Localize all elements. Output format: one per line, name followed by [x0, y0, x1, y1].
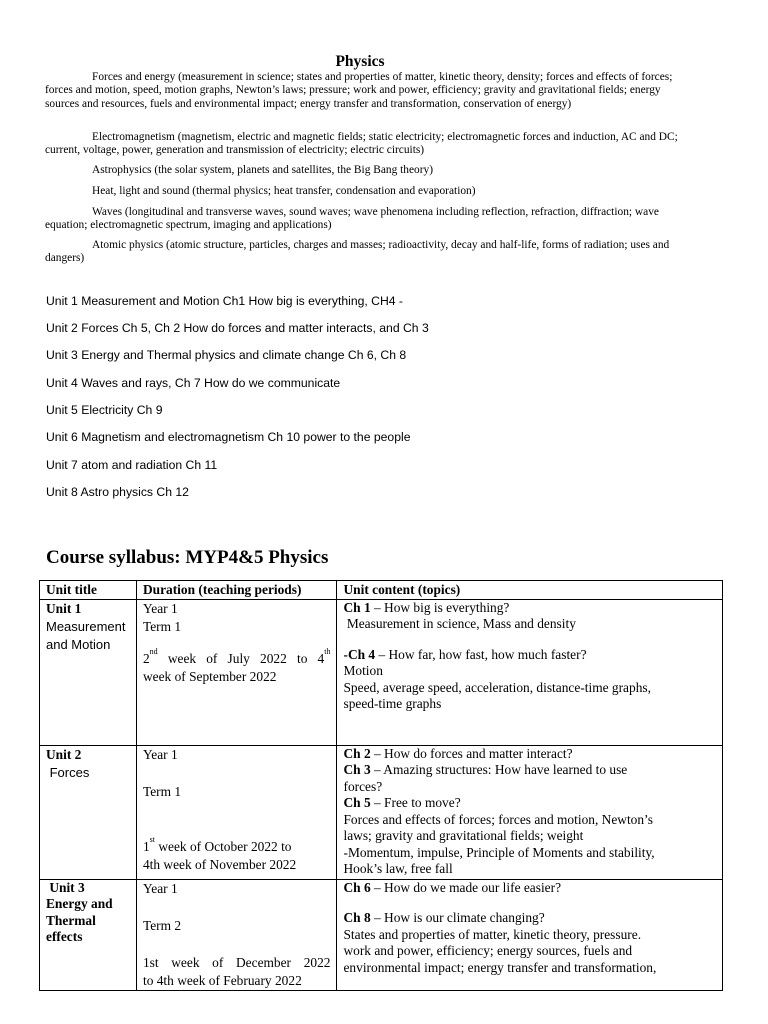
table-row-unit-3: [40, 879, 723, 990]
unit-2-year: Year 1: [142, 746, 178, 762]
unit-2-ch3-cont: forces?: [343, 778, 383, 794]
topic-astrophysics: Astrophysics (the solar system, planets and satellites, the Big Bang theory): [92, 164, 434, 176]
unit-3-name-line-3: effects: [46, 929, 83, 944]
unit-1-year: Year 1: [142, 600, 178, 616]
unit-line-3: Unit 3 Energy and Thermal physics and climate change Ch 6, Ch 8: [46, 348, 407, 362]
unit-1-ch4: -Ch 4 – How far, how fast, how much faster?: [343, 646, 587, 662]
header-unit-content: Unit content (topics): [337, 581, 723, 600]
unit-3-ch8-topic-1: States and properties of matter, kinetic theory, pressure.: [343, 926, 642, 942]
unit-line-8: Unit 8 Astro physics Ch 12: [46, 485, 189, 499]
unit-3-title-cell: [40, 879, 137, 990]
unit-line-4: Unit 4 Waves and rays, Ch 7 How do we communicate: [46, 376, 341, 390]
unit-1-duration-cell: [136, 599, 337, 745]
unit-3-name-line-1: Energy and: [46, 896, 113, 911]
unit-3-ch8: Ch 8 – How is our climate changing?: [343, 910, 545, 925]
unit-1-label: Unit 1: [46, 600, 82, 616]
unit-2-ch5-topic-1: Forces and effects of forces; forces and motion, Newton’s: [343, 811, 653, 827]
unit-1-name-line-2: and Motion: [46, 636, 111, 652]
unit-3-ch8-topic-3: environmental impact; energy transfer and transformation,: [343, 959, 657, 975]
unit-2-ch3: Ch 3 – Amazing structures: How have learned to use: [343, 762, 628, 777]
unit-2-label: Unit 2: [46, 746, 82, 762]
unit-3-date-start: 1st week of December 2022: [142, 954, 331, 970]
unit-1-ch1-topics: Measurement in science, Mass and density: [343, 616, 576, 631]
unit-line-1: Unit 1 Measurement and Motion Ch1 How big is everything, CH4 -: [46, 294, 403, 308]
topic-atomic-physics: Atomic physics (atomic structure, particles, charges and masses; radioactivity, decay and half-life, forms of radiation; uses and dangers): [45, 239, 670, 265]
syllabus-table: [39, 580, 723, 991]
header-duration: Duration (teaching periods): [136, 581, 337, 600]
unit-3-ch6: Ch 6 – How do we made our life easier?: [343, 879, 562, 895]
unit-2-date-start: 1st week of October 2022 to: [142, 834, 292, 854]
unit-2-term: Term 1: [142, 783, 182, 799]
unit-1-date-start: 2nd week of July 2022 to 4th: [142, 646, 331, 666]
unit-2-title-cell: [40, 745, 137, 879]
unit-line-6: Unit 6 Magnetism and electromagnetism Ch 10 power to the people: [46, 430, 411, 444]
unit-1-ch4-topic-3: speed-time graphs: [343, 696, 442, 711]
unit-2-ch5-topic-3: -Momentum, impulse, Principle of Moments and stability,: [343, 844, 655, 860]
unit-2-date-end: 4th week of November 2022: [142, 856, 297, 872]
table-header-row: [40, 581, 723, 600]
unit-2-duration-cell: [136, 745, 337, 879]
unit-1-ch4-topic-1: Motion: [343, 663, 383, 678]
unit-line-7: Unit 7 atom and radiation Ch 11: [46, 458, 218, 472]
unit-line-2: Unit 2 Forces Ch 5, Ch 2 How do forces and matter interacts, and Ch 3: [46, 321, 429, 335]
unit-3-term: Term 2: [142, 917, 182, 933]
unit-3-label: Unit 3: [46, 879, 85, 895]
topic-waves: Waves (longitudinal and transverse waves, sound waves; wave phenomena including reflection, refraction, diffraction; wave equation; electromagnetic spectrum, imaging and applications): [45, 206, 659, 232]
unit-2-content-cell: [337, 745, 723, 879]
unit-1-ch1: Ch 1 – How big is everything?: [343, 599, 510, 615]
topic-electromagnetism: Electromagnetism (magnetism, electric and magnetic fields; static electricity; electromagnetic forces and induction, AC and DC; current, voltage, power, generation and transmission of electricity; electric circuits): [45, 131, 678, 157]
unit-3-duration-cell: [136, 879, 337, 990]
header-unit-title: Unit title: [40, 581, 137, 600]
unit-1-date-end: week of September 2022: [142, 668, 277, 684]
unit-1-content-cell: [337, 599, 723, 745]
unit-3-ch8-topic-2: work and power, efficiency; energy sources, fuels and: [343, 943, 633, 958]
unit-1-title-cell: [40, 599, 137, 745]
table-row-unit-1: [40, 599, 723, 745]
topic-heat-light-sound: Heat, light and sound (thermal physics; heat transfer, condensation and evaporation): [92, 185, 476, 197]
unit-3-date-end: to 4th week of February 2022: [142, 972, 302, 988]
unit-1-name-line-1: Measurement: [46, 618, 126, 634]
syllabus-title: Course syllabus: MYP4&5 Physics: [46, 547, 329, 568]
unit-2-ch5: Ch 5 – Free to move?: [343, 795, 461, 810]
topic-forces-and-energy: Forces and energy (measurement in science; states and properties of matter, kinetic theory, density; forces and effects of forces; forces and motion, speed, motion graphs, Newton’s laws; pressure; work and power, efficiency; gravity and gravitational fields; energy sources and resources, fuels and environmental impact; energy transfer and transformation, conservation of energy): [45, 71, 673, 110]
table-row-unit-2: [40, 745, 723, 879]
unit-2-ch5-topic-4: Hook’s law, free fall: [343, 861, 453, 876]
unit-2-name: Forces: [46, 764, 90, 780]
unit-3-content-cell: [337, 879, 723, 990]
unit-1-term: Term 1: [142, 618, 182, 634]
unit-3-year: Year 1: [142, 880, 178, 896]
unit-2-ch2: Ch 2 – How do forces and matter interact?: [343, 745, 573, 761]
page-title: Physics: [335, 53, 385, 70]
unit-3-name-line-2: Thermal: [46, 912, 96, 928]
unit-2-ch5-topic-2: laws; gravity and gravitational fields; weight: [343, 828, 584, 843]
unit-1-ch4-topic-2: Speed, average speed, acceleration, distance-time graphs,: [343, 679, 651, 695]
unit-line-5: Unit 5 Electricity Ch 9: [46, 403, 163, 417]
